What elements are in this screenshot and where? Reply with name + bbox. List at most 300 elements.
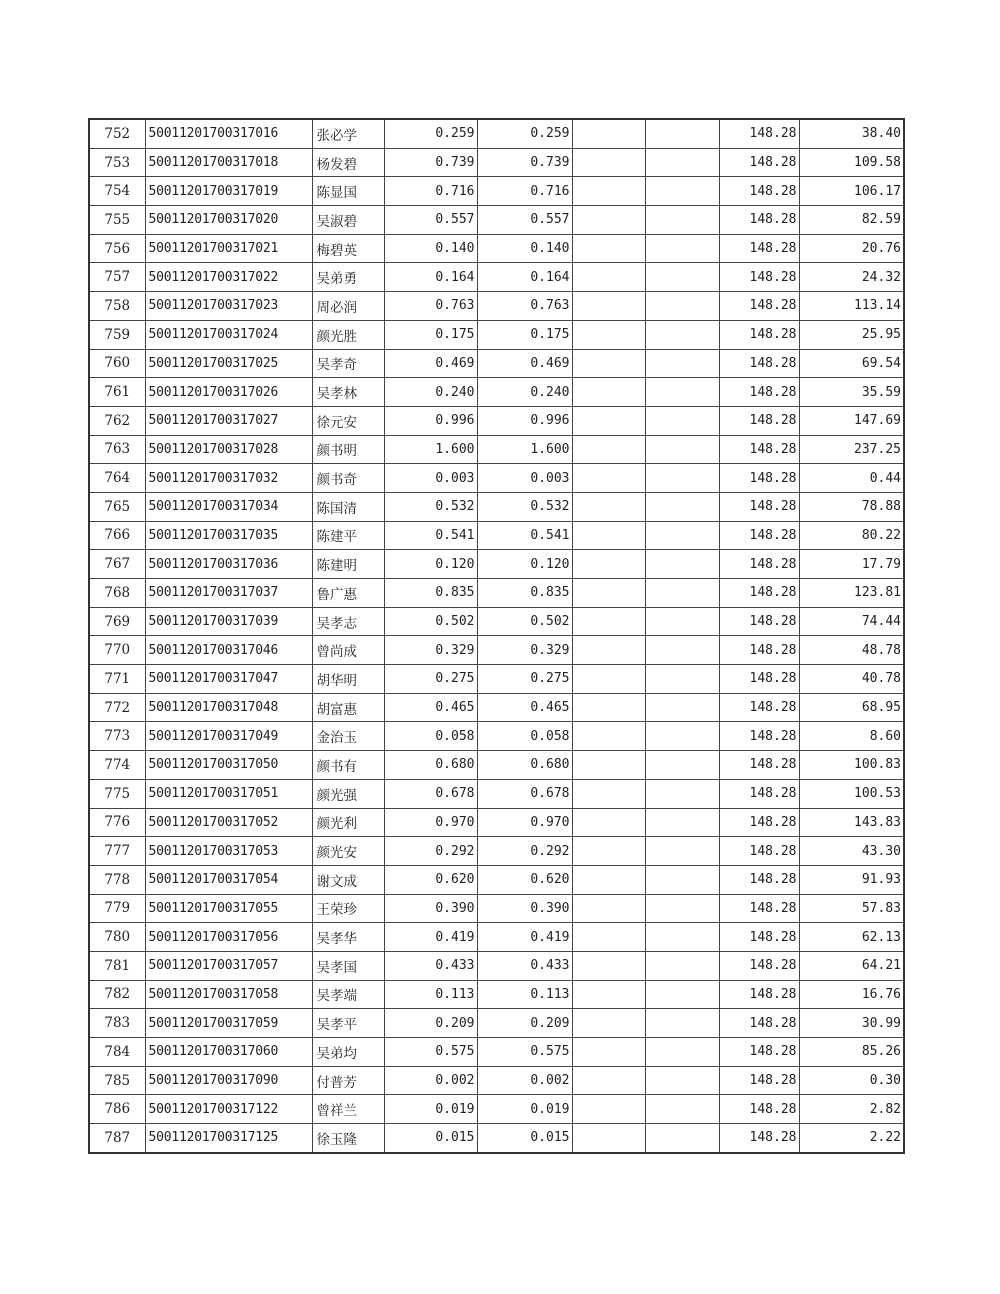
confirmed-area-cell: 0.002 bbox=[477, 1066, 572, 1095]
confirmed-area-cell: 0.469 bbox=[477, 349, 572, 378]
table-row bbox=[89, 177, 904, 206]
parcel-id-cell: 50011201700317057 bbox=[145, 951, 312, 980]
unit-price-cell: 148.28 bbox=[719, 1009, 799, 1038]
parcel-id-cell: 50011201700317023 bbox=[145, 292, 312, 321]
unit-price-cell: 148.28 bbox=[719, 980, 799, 1009]
owner-name-cell: 吴弟勇 bbox=[312, 263, 384, 292]
table-row bbox=[89, 693, 904, 722]
table-row bbox=[89, 923, 904, 952]
amount-cell: 69.54 bbox=[799, 349, 904, 378]
area-value-cell: 0.680 bbox=[384, 751, 477, 780]
blank-cell-a bbox=[572, 464, 645, 493]
owner-name-cell: 吴弟均 bbox=[312, 1038, 384, 1067]
confirmed-area-cell: 0.433 bbox=[477, 951, 572, 980]
blank-cell-a bbox=[572, 665, 645, 694]
parcel-id-cell: 50011201700317047 bbox=[145, 665, 312, 694]
area-value-cell: 0.469 bbox=[384, 349, 477, 378]
table-row bbox=[89, 665, 904, 694]
blank-cell-a bbox=[572, 951, 645, 980]
row-number-cell: 759 bbox=[89, 320, 145, 349]
blank-cell-b bbox=[645, 521, 719, 550]
owner-name-cell: 吴孝志 bbox=[312, 607, 384, 636]
row-number-cell: 761 bbox=[89, 378, 145, 407]
amount-cell: 123.81 bbox=[799, 579, 904, 608]
amount-cell: 8.60 bbox=[799, 722, 904, 751]
table-row bbox=[89, 607, 904, 636]
table-row bbox=[89, 951, 904, 980]
blank-cell-a bbox=[572, 980, 645, 1009]
owner-name-cell: 颜光安 bbox=[312, 837, 384, 866]
area-value-cell: 0.019 bbox=[384, 1095, 477, 1124]
confirmed-area-cell: 0.259 bbox=[477, 119, 572, 148]
amount-cell: 109.58 bbox=[799, 148, 904, 177]
parcel-id-cell: 50011201700317050 bbox=[145, 751, 312, 780]
blank-cell-a bbox=[572, 177, 645, 206]
area-value-cell: 0.970 bbox=[384, 808, 477, 837]
unit-price-cell: 148.28 bbox=[719, 206, 799, 235]
row-number-cell: 757 bbox=[89, 263, 145, 292]
row-number-cell: 771 bbox=[89, 665, 145, 694]
parcel-id-cell: 50011201700317025 bbox=[145, 349, 312, 378]
blank-cell-a bbox=[572, 206, 645, 235]
confirmed-area-cell: 0.996 bbox=[477, 406, 572, 435]
amount-cell: 20.76 bbox=[799, 234, 904, 263]
owner-name-cell: 张必学 bbox=[312, 119, 384, 148]
parcel-id-cell: 50011201700317035 bbox=[145, 521, 312, 550]
parcel-id-cell: 50011201700317037 bbox=[145, 579, 312, 608]
blank-cell-b bbox=[645, 865, 719, 894]
row-number-cell: 778 bbox=[89, 865, 145, 894]
table-row bbox=[89, 292, 904, 321]
unit-price-cell: 148.28 bbox=[719, 292, 799, 321]
amount-cell: 0.44 bbox=[799, 464, 904, 493]
row-number-cell: 779 bbox=[89, 894, 145, 923]
table-row bbox=[89, 320, 904, 349]
parcel-id-cell: 50011201700317058 bbox=[145, 980, 312, 1009]
table-row bbox=[89, 119, 904, 148]
unit-price-cell: 148.28 bbox=[719, 751, 799, 780]
area-value-cell: 0.390 bbox=[384, 894, 477, 923]
amount-cell: 78.88 bbox=[799, 492, 904, 521]
owner-name-cell: 王荣珍 bbox=[312, 894, 384, 923]
table-row bbox=[89, 1066, 904, 1095]
table-row bbox=[89, 894, 904, 923]
blank-cell-a bbox=[572, 607, 645, 636]
area-value-cell: 0.996 bbox=[384, 406, 477, 435]
table-row bbox=[89, 1124, 904, 1153]
area-value-cell: 0.620 bbox=[384, 865, 477, 894]
row-number-cell: 775 bbox=[89, 779, 145, 808]
blank-cell-b bbox=[645, 751, 719, 780]
unit-price-cell: 148.28 bbox=[719, 636, 799, 665]
confirmed-area-cell: 1.600 bbox=[477, 435, 572, 464]
row-number-cell: 758 bbox=[89, 292, 145, 321]
confirmed-area-cell: 0.019 bbox=[477, 1095, 572, 1124]
parcel-id-cell: 50011201700317048 bbox=[145, 693, 312, 722]
owner-name-cell: 曾尚成 bbox=[312, 636, 384, 665]
confirmed-area-cell: 0.419 bbox=[477, 923, 572, 952]
blank-cell-b bbox=[645, 665, 719, 694]
parcel-id-cell: 50011201700317016 bbox=[145, 119, 312, 148]
blank-cell-b bbox=[645, 378, 719, 407]
parcel-id-cell: 50011201700317056 bbox=[145, 923, 312, 952]
unit-price-cell: 148.28 bbox=[719, 263, 799, 292]
row-number-cell: 760 bbox=[89, 349, 145, 378]
blank-cell-b bbox=[645, 951, 719, 980]
area-value-cell: 0.292 bbox=[384, 837, 477, 866]
row-number-cell: 783 bbox=[89, 1009, 145, 1038]
amount-cell: 2.82 bbox=[799, 1095, 904, 1124]
owner-name-cell: 谢文成 bbox=[312, 865, 384, 894]
blank-cell-b bbox=[645, 579, 719, 608]
unit-price-cell: 148.28 bbox=[719, 148, 799, 177]
blank-cell-b bbox=[645, 1095, 719, 1124]
unit-price-cell: 148.28 bbox=[719, 320, 799, 349]
amount-cell: 40.78 bbox=[799, 665, 904, 694]
blank-cell-a bbox=[572, 1066, 645, 1095]
unit-price-cell: 148.28 bbox=[719, 779, 799, 808]
row-number-cell: 756 bbox=[89, 234, 145, 263]
owner-name-cell: 梅碧英 bbox=[312, 234, 384, 263]
unit-price-cell: 148.28 bbox=[719, 607, 799, 636]
unit-price-cell: 148.28 bbox=[719, 722, 799, 751]
area-value-cell: 0.003 bbox=[384, 464, 477, 493]
owner-name-cell: 吴淑碧 bbox=[312, 206, 384, 235]
amount-cell: 30.99 bbox=[799, 1009, 904, 1038]
amount-cell: 35.59 bbox=[799, 378, 904, 407]
blank-cell-b bbox=[645, 1066, 719, 1095]
data-table bbox=[88, 118, 905, 1154]
table-row bbox=[89, 722, 904, 751]
blank-cell-a bbox=[572, 693, 645, 722]
table-row bbox=[89, 579, 904, 608]
unit-price-cell: 148.28 bbox=[719, 378, 799, 407]
parcel-id-cell: 50011201700317036 bbox=[145, 550, 312, 579]
row-number-cell: 785 bbox=[89, 1066, 145, 1095]
parcel-id-cell: 50011201700317028 bbox=[145, 435, 312, 464]
unit-price-cell: 148.28 bbox=[719, 1124, 799, 1153]
parcel-id-cell: 50011201700317055 bbox=[145, 894, 312, 923]
amount-cell: 100.83 bbox=[799, 751, 904, 780]
unit-price-cell: 148.28 bbox=[719, 1038, 799, 1067]
blank-cell-a bbox=[572, 1009, 645, 1038]
blank-cell-a bbox=[572, 119, 645, 148]
confirmed-area-cell: 0.015 bbox=[477, 1124, 572, 1153]
owner-name-cell: 胡华明 bbox=[312, 665, 384, 694]
parcel-id-cell: 50011201700317052 bbox=[145, 808, 312, 837]
amount-cell: 68.95 bbox=[799, 693, 904, 722]
confirmed-area-cell: 0.465 bbox=[477, 693, 572, 722]
table-row bbox=[89, 492, 904, 521]
blank-cell-a bbox=[572, 579, 645, 608]
owner-name-cell: 金治玉 bbox=[312, 722, 384, 751]
blank-cell-b bbox=[645, 464, 719, 493]
confirmed-area-cell: 0.763 bbox=[477, 292, 572, 321]
unit-price-cell: 148.28 bbox=[719, 406, 799, 435]
area-value-cell: 0.739 bbox=[384, 148, 477, 177]
parcel-id-cell: 50011201700317019 bbox=[145, 177, 312, 206]
confirmed-area-cell: 0.541 bbox=[477, 521, 572, 550]
table-row bbox=[89, 751, 904, 780]
area-value-cell: 0.557 bbox=[384, 206, 477, 235]
parcel-id-cell: 50011201700317039 bbox=[145, 607, 312, 636]
table-row bbox=[89, 980, 904, 1009]
blank-cell-a bbox=[572, 865, 645, 894]
area-value-cell: 0.240 bbox=[384, 378, 477, 407]
amount-cell: 16.76 bbox=[799, 980, 904, 1009]
row-number-cell: 766 bbox=[89, 521, 145, 550]
amount-cell: 48.78 bbox=[799, 636, 904, 665]
area-value-cell: 0.120 bbox=[384, 550, 477, 579]
blank-cell-a bbox=[572, 148, 645, 177]
parcel-id-cell: 50011201700317054 bbox=[145, 865, 312, 894]
unit-price-cell: 148.28 bbox=[719, 349, 799, 378]
amount-cell: 85.26 bbox=[799, 1038, 904, 1067]
row-number-cell: 763 bbox=[89, 435, 145, 464]
parcel-id-cell: 50011201700317027 bbox=[145, 406, 312, 435]
row-number-cell: 755 bbox=[89, 206, 145, 235]
owner-name-cell: 杨发碧 bbox=[312, 148, 384, 177]
amount-cell: 80.22 bbox=[799, 521, 904, 550]
table-row bbox=[89, 206, 904, 235]
owner-name-cell: 周必润 bbox=[312, 292, 384, 321]
unit-price-cell: 148.28 bbox=[719, 1066, 799, 1095]
blank-cell-b bbox=[645, 980, 719, 1009]
row-number-cell: 754 bbox=[89, 177, 145, 206]
parcel-id-cell: 50011201700317022 bbox=[145, 263, 312, 292]
unit-price-cell: 148.28 bbox=[719, 579, 799, 608]
area-value-cell: 0.058 bbox=[384, 722, 477, 751]
owner-name-cell: 鲁广惠 bbox=[312, 579, 384, 608]
confirmed-area-cell: 0.970 bbox=[477, 808, 572, 837]
amount-cell: 143.83 bbox=[799, 808, 904, 837]
amount-cell: 24.32 bbox=[799, 263, 904, 292]
owner-name-cell: 吴孝平 bbox=[312, 1009, 384, 1038]
blank-cell-a bbox=[572, 837, 645, 866]
blank-cell-b bbox=[645, 894, 719, 923]
blank-cell-b bbox=[645, 119, 719, 148]
table-row bbox=[89, 435, 904, 464]
blank-cell-b bbox=[645, 1124, 719, 1153]
table-row bbox=[89, 550, 904, 579]
amount-cell: 113.14 bbox=[799, 292, 904, 321]
blank-cell-a bbox=[572, 320, 645, 349]
parcel-id-cell: 50011201700317046 bbox=[145, 636, 312, 665]
row-number-cell: 772 bbox=[89, 693, 145, 722]
blank-cell-a bbox=[572, 234, 645, 263]
table-row bbox=[89, 349, 904, 378]
parcel-id-cell: 50011201700317060 bbox=[145, 1038, 312, 1067]
confirmed-area-cell: 0.292 bbox=[477, 837, 572, 866]
table-row bbox=[89, 263, 904, 292]
amount-cell: 57.83 bbox=[799, 894, 904, 923]
unit-price-cell: 148.28 bbox=[719, 550, 799, 579]
row-number-cell: 780 bbox=[89, 923, 145, 952]
area-value-cell: 0.015 bbox=[384, 1124, 477, 1153]
blank-cell-a bbox=[572, 349, 645, 378]
area-value-cell: 0.140 bbox=[384, 234, 477, 263]
owner-name-cell: 吴孝国 bbox=[312, 951, 384, 980]
blank-cell-a bbox=[572, 751, 645, 780]
parcel-id-cell: 50011201700317032 bbox=[145, 464, 312, 493]
blank-cell-a bbox=[572, 550, 645, 579]
table-row bbox=[89, 521, 904, 550]
row-number-cell: 767 bbox=[89, 550, 145, 579]
blank-cell-b bbox=[645, 1009, 719, 1038]
unit-price-cell: 148.28 bbox=[719, 693, 799, 722]
confirmed-area-cell: 0.003 bbox=[477, 464, 572, 493]
blank-cell-a bbox=[572, 1095, 645, 1124]
area-value-cell: 0.259 bbox=[384, 119, 477, 148]
unit-price-cell: 148.28 bbox=[719, 808, 799, 837]
area-value-cell: 0.419 bbox=[384, 923, 477, 952]
area-value-cell: 1.600 bbox=[384, 435, 477, 464]
confirmed-area-cell: 0.164 bbox=[477, 263, 572, 292]
row-number-cell: 768 bbox=[89, 579, 145, 608]
parcel-id-cell: 50011201700317018 bbox=[145, 148, 312, 177]
amount-cell: 43.30 bbox=[799, 837, 904, 866]
table-row bbox=[89, 1095, 904, 1124]
row-number-cell: 774 bbox=[89, 751, 145, 780]
confirmed-area-cell: 0.275 bbox=[477, 665, 572, 694]
unit-price-cell: 148.28 bbox=[719, 464, 799, 493]
area-value-cell: 0.532 bbox=[384, 492, 477, 521]
area-value-cell: 0.502 bbox=[384, 607, 477, 636]
row-number-cell: 764 bbox=[89, 464, 145, 493]
owner-name-cell: 付普芳 bbox=[312, 1066, 384, 1095]
blank-cell-b bbox=[645, 177, 719, 206]
owner-name-cell: 颜光胜 bbox=[312, 320, 384, 349]
row-number-cell: 784 bbox=[89, 1038, 145, 1067]
area-value-cell: 0.209 bbox=[384, 1009, 477, 1038]
row-number-cell: 782 bbox=[89, 980, 145, 1009]
confirmed-area-cell: 0.835 bbox=[477, 579, 572, 608]
row-number-cell: 781 bbox=[89, 951, 145, 980]
owner-name-cell: 胡富惠 bbox=[312, 693, 384, 722]
confirmed-area-cell: 0.329 bbox=[477, 636, 572, 665]
area-value-cell: 0.002 bbox=[384, 1066, 477, 1095]
amount-cell: 25.95 bbox=[799, 320, 904, 349]
confirmed-area-cell: 0.557 bbox=[477, 206, 572, 235]
blank-cell-a bbox=[572, 923, 645, 952]
amount-cell: 237.25 bbox=[799, 435, 904, 464]
owner-name-cell: 陈显国 bbox=[312, 177, 384, 206]
blank-cell-b bbox=[645, 550, 719, 579]
blank-cell-a bbox=[572, 779, 645, 808]
parcel-id-cell: 50011201700317053 bbox=[145, 837, 312, 866]
area-value-cell: 0.275 bbox=[384, 665, 477, 694]
unit-price-cell: 148.28 bbox=[719, 234, 799, 263]
table-row bbox=[89, 837, 904, 866]
row-number-cell: 776 bbox=[89, 808, 145, 837]
blank-cell-b bbox=[645, 349, 719, 378]
blank-cell-a bbox=[572, 894, 645, 923]
amount-cell: 74.44 bbox=[799, 607, 904, 636]
unit-price-cell: 148.28 bbox=[719, 177, 799, 206]
blank-cell-a bbox=[572, 636, 645, 665]
confirmed-area-cell: 0.240 bbox=[477, 378, 572, 407]
confirmed-area-cell: 0.575 bbox=[477, 1038, 572, 1067]
unit-price-cell: 148.28 bbox=[719, 923, 799, 952]
blank-cell-b bbox=[645, 292, 719, 321]
blank-cell-a bbox=[572, 406, 645, 435]
blank-cell-a bbox=[572, 378, 645, 407]
row-number-cell: 753 bbox=[89, 148, 145, 177]
parcel-id-cell: 50011201700317122 bbox=[145, 1095, 312, 1124]
area-value-cell: 0.716 bbox=[384, 177, 477, 206]
amount-cell: 100.53 bbox=[799, 779, 904, 808]
blank-cell-b bbox=[645, 234, 719, 263]
blank-cell-a bbox=[572, 521, 645, 550]
blank-cell-a bbox=[572, 808, 645, 837]
table-row bbox=[89, 148, 904, 177]
blank-cell-b bbox=[645, 263, 719, 292]
parcel-id-cell: 50011201700317034 bbox=[145, 492, 312, 521]
blank-cell-a bbox=[572, 1124, 645, 1153]
parcel-id-cell: 50011201700317051 bbox=[145, 779, 312, 808]
unit-price-cell: 148.28 bbox=[719, 665, 799, 694]
confirmed-area-cell: 0.739 bbox=[477, 148, 572, 177]
parcel-id-cell: 50011201700317020 bbox=[145, 206, 312, 235]
amount-cell: 106.17 bbox=[799, 177, 904, 206]
owner-name-cell: 吴孝林 bbox=[312, 378, 384, 407]
amount-cell: 64.21 bbox=[799, 951, 904, 980]
blank-cell-a bbox=[572, 292, 645, 321]
unit-price-cell: 148.28 bbox=[719, 492, 799, 521]
confirmed-area-cell: 0.620 bbox=[477, 865, 572, 894]
blank-cell-b bbox=[645, 492, 719, 521]
row-number-cell: 777 bbox=[89, 837, 145, 866]
owner-name-cell: 徐玉隆 bbox=[312, 1124, 384, 1153]
unit-price-cell: 148.28 bbox=[719, 837, 799, 866]
table-row bbox=[89, 808, 904, 837]
row-number-cell: 773 bbox=[89, 722, 145, 751]
row-number-cell: 786 bbox=[89, 1095, 145, 1124]
amount-cell: 0.30 bbox=[799, 1066, 904, 1095]
blank-cell-b bbox=[645, 693, 719, 722]
row-number-cell: 770 bbox=[89, 636, 145, 665]
row-number-cell: 752 bbox=[89, 119, 145, 148]
parcel-id-cell: 50011201700317125 bbox=[145, 1124, 312, 1153]
confirmed-area-cell: 0.113 bbox=[477, 980, 572, 1009]
blank-cell-b bbox=[645, 148, 719, 177]
blank-cell-b bbox=[645, 607, 719, 636]
owner-name-cell: 吴孝奇 bbox=[312, 349, 384, 378]
area-value-cell: 0.164 bbox=[384, 263, 477, 292]
confirmed-area-cell: 0.680 bbox=[477, 751, 572, 780]
blank-cell-b bbox=[645, 435, 719, 464]
owner-name-cell: 颜光利 bbox=[312, 808, 384, 837]
blank-cell-b bbox=[645, 1038, 719, 1067]
confirmed-area-cell: 0.209 bbox=[477, 1009, 572, 1038]
confirmed-area-cell: 0.140 bbox=[477, 234, 572, 263]
row-number-cell: 787 bbox=[89, 1124, 145, 1153]
amount-cell: 82.59 bbox=[799, 206, 904, 235]
area-value-cell: 0.329 bbox=[384, 636, 477, 665]
blank-cell-a bbox=[572, 435, 645, 464]
blank-cell-b bbox=[645, 320, 719, 349]
amount-cell: 62.13 bbox=[799, 923, 904, 952]
parcel-id-cell: 50011201700317090 bbox=[145, 1066, 312, 1095]
unit-price-cell: 148.28 bbox=[719, 951, 799, 980]
blank-cell-b bbox=[645, 406, 719, 435]
unit-price-cell: 148.28 bbox=[719, 894, 799, 923]
confirmed-area-cell: 0.532 bbox=[477, 492, 572, 521]
parcel-id-cell: 50011201700317059 bbox=[145, 1009, 312, 1038]
blank-cell-a bbox=[572, 492, 645, 521]
area-value-cell: 0.465 bbox=[384, 693, 477, 722]
blank-cell-b bbox=[645, 206, 719, 235]
